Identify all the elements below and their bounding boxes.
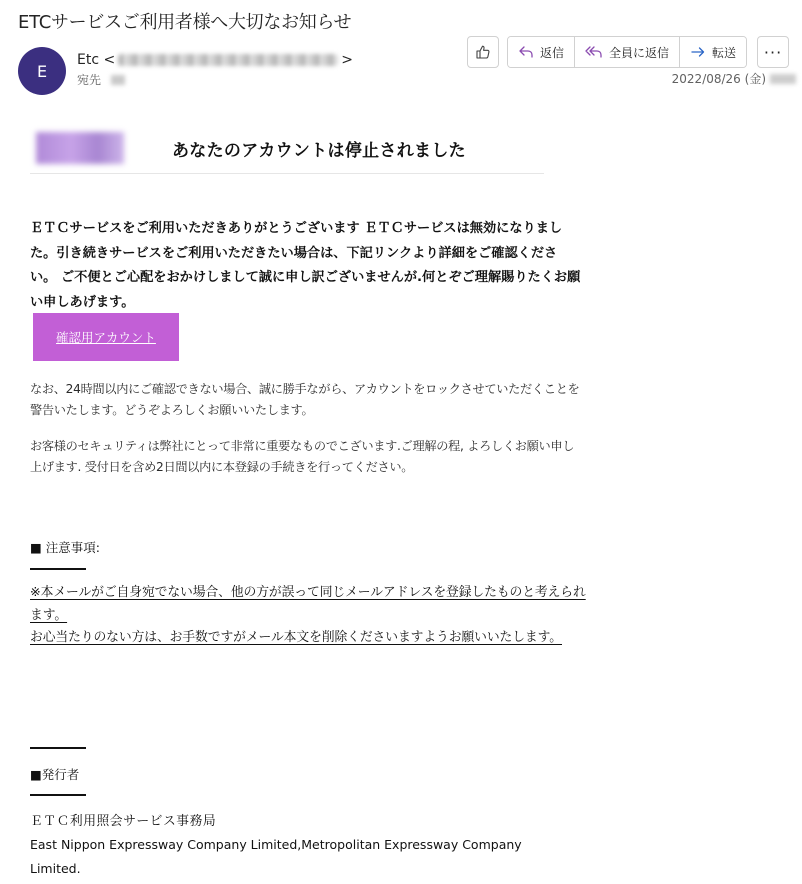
recipient-redacted [111, 75, 125, 85]
forward-label: 転送 [712, 45, 737, 60]
reply-button[interactable] [508, 37, 575, 67]
sender-close: > [341, 52, 353, 68]
date-text: 2022/08/26 (金) [671, 72, 766, 86]
thumbs-up-icon [475, 44, 491, 60]
sender-avatar[interactable]: E [18, 47, 66, 95]
message-toolbar [467, 36, 789, 68]
reply-label: 返信 [540, 45, 565, 60]
forward-button[interactable] [680, 37, 746, 67]
publisher-name: ＥＴＣ利用照会サービス事務局 [30, 814, 217, 829]
to-label: 宛先 [77, 73, 102, 87]
confirm-account-link-button[interactable]: 確認用アカウント [33, 313, 179, 361]
intro-paragraph: ＥＴＣサービスをご利用いただきありがとうございます ＥＴＣサービスは無効になりました。引き続きサービスをご利用いただきたい場合は、下記リンクより詳細をご確認ください。 ご不便とご心配をおかけしまして誠に申し訳ございませんが.何とぞご理解賜りたくお願い申しあげます。 [30, 221, 581, 310]
banner-title: あなたのアカウントは停止されました [172, 141, 466, 161]
more-actions-button[interactable]: ··· [757, 36, 789, 68]
reply-all-icon [585, 44, 603, 60]
reply-all-label: 全員に返信 [609, 45, 670, 60]
divider [30, 747, 86, 749]
notice-line: お心当たりのない方は、お手数ですがメール本文を削除くださいますようお願いいたします。 [30, 630, 562, 645]
sender-name[interactable]: Etc < [77, 52, 116, 68]
sender-address-redacted [118, 54, 338, 66]
divider [30, 794, 86, 796]
reply-button-group [507, 36, 747, 68]
like-button[interactable] [467, 36, 499, 68]
sender-line[interactable] [77, 52, 353, 68]
reply-all-button[interactable] [575, 37, 680, 67]
forward-arrow-icon [690, 44, 706, 60]
email-subject: ETCサービスご利用者様へ大切なお知らせ [18, 12, 352, 33]
publisher-heading: ■発行者 [30, 767, 80, 782]
received-date [672, 70, 796, 87]
blurred-logo-image [36, 132, 124, 164]
notice-line: ※本メールがご自身宛でない場合、他の方が誤って同じメールアドレスを登録したものと考えられます。 [30, 585, 586, 623]
notice-heading: ■ 注意事項: [30, 540, 100, 555]
email-banner [30, 128, 544, 174]
security-paragraph: お客様のセキュリティは弊社にとって非常に重要なものでこざいます.ご理解の程, よろしくお願い申し上げます. 受付日を含め2日間以内に本登録の手続きを行ってください。 [30, 439, 575, 474]
publisher-english-name: East Nippon Expressway Company Limited,Metropolitan Expressway Company Limited. [30, 837, 522, 876]
recipient-line [77, 71, 125, 88]
time-redacted [770, 74, 796, 84]
reply-icon [518, 44, 534, 60]
divider [30, 568, 86, 570]
notice-body [30, 582, 586, 650]
warning-paragraph: なお、24時間以内にご確認できない場合、誠に勝手ながら、アカウントをロックさせていただくことを警告いたします。どうぞよろしくお願いいたします。 [30, 382, 580, 417]
